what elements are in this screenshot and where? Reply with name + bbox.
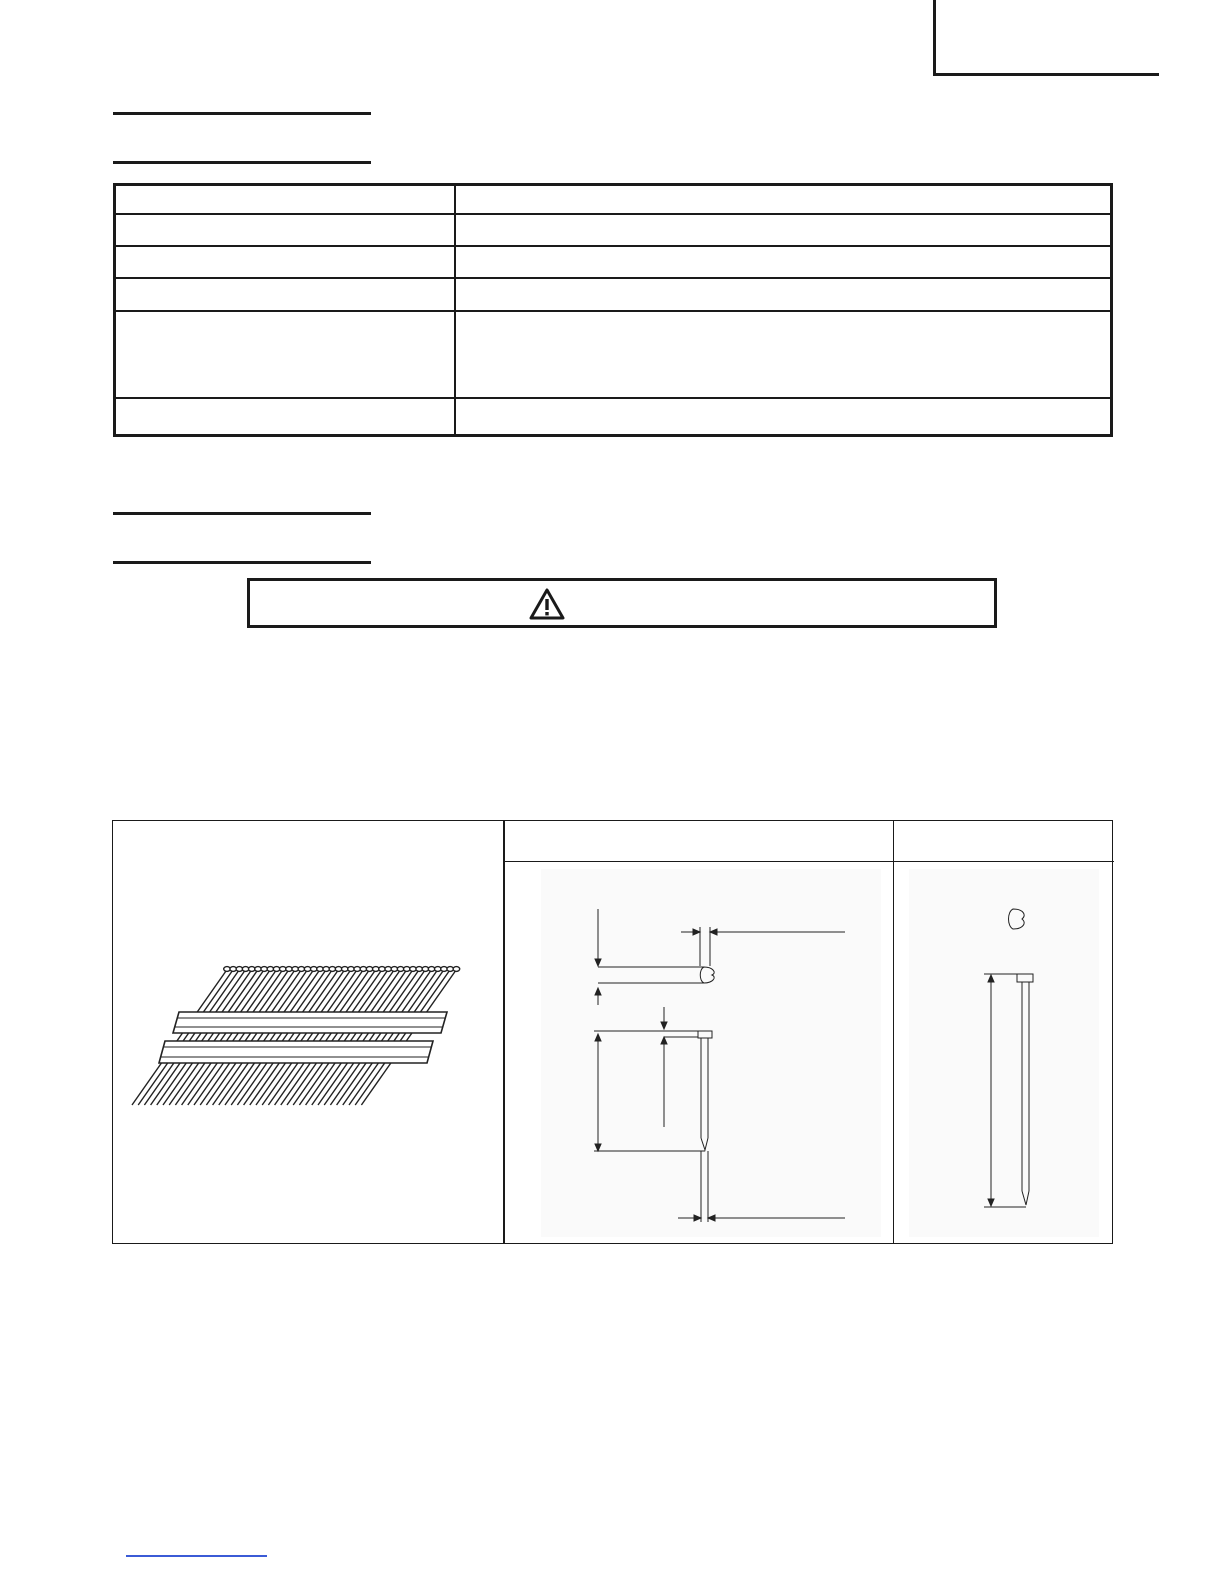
table-row	[115, 214, 1112, 246]
column-divider	[893, 821, 894, 1243]
nail-shank	[188, 971, 282, 1105]
spec-value	[455, 214, 1112, 246]
nail-shank	[250, 971, 344, 1105]
nail-head	[453, 967, 460, 972]
nail-shank	[281, 971, 375, 1105]
nail-shank	[206, 971, 300, 1105]
nail-shank	[151, 971, 245, 1105]
nail-shank	[337, 971, 431, 1105]
section-heading-rule-top	[113, 112, 371, 115]
nail-shank	[244, 971, 338, 1105]
spec-value	[455, 278, 1112, 311]
nail-shank	[144, 971, 238, 1105]
nail-shank	[293, 971, 387, 1105]
nail-shank	[349, 971, 443, 1105]
nail-shank	[361, 971, 455, 1105]
nail-shank	[312, 971, 406, 1105]
spec-label	[115, 246, 456, 278]
spec-value	[455, 311, 1112, 398]
section-heading-rule-top	[113, 512, 371, 515]
nail-shank	[299, 971, 393, 1105]
nail-shank	[355, 971, 449, 1105]
section-heading-rule-bottom	[113, 161, 371, 164]
table-row	[115, 398, 1112, 436]
nail-shank	[213, 971, 307, 1105]
specifications-table	[113, 183, 1113, 437]
table-row	[115, 185, 1112, 214]
spec-value	[455, 246, 1112, 278]
nail-shank	[256, 971, 350, 1105]
nail-shank	[262, 971, 356, 1105]
nail-shank	[225, 971, 319, 1105]
nail-shank	[330, 971, 424, 1105]
nail-shank	[287, 971, 381, 1105]
nail-shank	[157, 971, 251, 1105]
collated-nail-strip-illustration	[131, 957, 476, 1117]
spec-label	[115, 214, 456, 246]
warning-triangle-icon	[528, 587, 566, 621]
nail-side-view-drawing	[909, 869, 1099, 1237]
nail-shank	[275, 971, 369, 1105]
nail-shank	[175, 971, 269, 1105]
applicable-nails-figure	[112, 820, 1113, 1244]
nail-shank	[231, 971, 325, 1105]
spec-label	[115, 278, 456, 311]
nail-shank	[194, 971, 288, 1105]
nail-shank	[200, 971, 294, 1105]
spec-label	[115, 398, 456, 436]
nail-shank	[306, 971, 400, 1105]
nail-shank	[268, 971, 362, 1105]
column-divider	[503, 821, 505, 1243]
corner-bracket-vertical	[933, 0, 936, 76]
table-row	[115, 278, 1112, 311]
warning-banner	[247, 578, 997, 628]
nail-shank	[138, 971, 232, 1105]
footer-link[interactable]	[126, 1555, 267, 1557]
nail-shank	[219, 971, 313, 1105]
spec-label	[115, 185, 456, 214]
nail-shank	[132, 971, 226, 1105]
nail-shank	[343, 971, 437, 1105]
nail-dimension-drawing	[541, 869, 881, 1237]
nail-shank	[324, 971, 418, 1105]
nail-shank	[169, 971, 263, 1105]
spec-label	[115, 311, 456, 398]
corner-bracket-horizontal	[933, 73, 1159, 76]
table-row	[115, 311, 1112, 398]
section-heading-rule-bottom	[113, 561, 371, 564]
nail-shank	[237, 971, 331, 1105]
nail-shank	[318, 971, 412, 1105]
table-row	[115, 246, 1112, 278]
spec-value	[455, 398, 1112, 436]
nail-shank	[182, 971, 276, 1105]
nail-shank	[163, 971, 257, 1105]
spec-value	[455, 185, 1112, 214]
header-divider	[504, 861, 1114, 862]
